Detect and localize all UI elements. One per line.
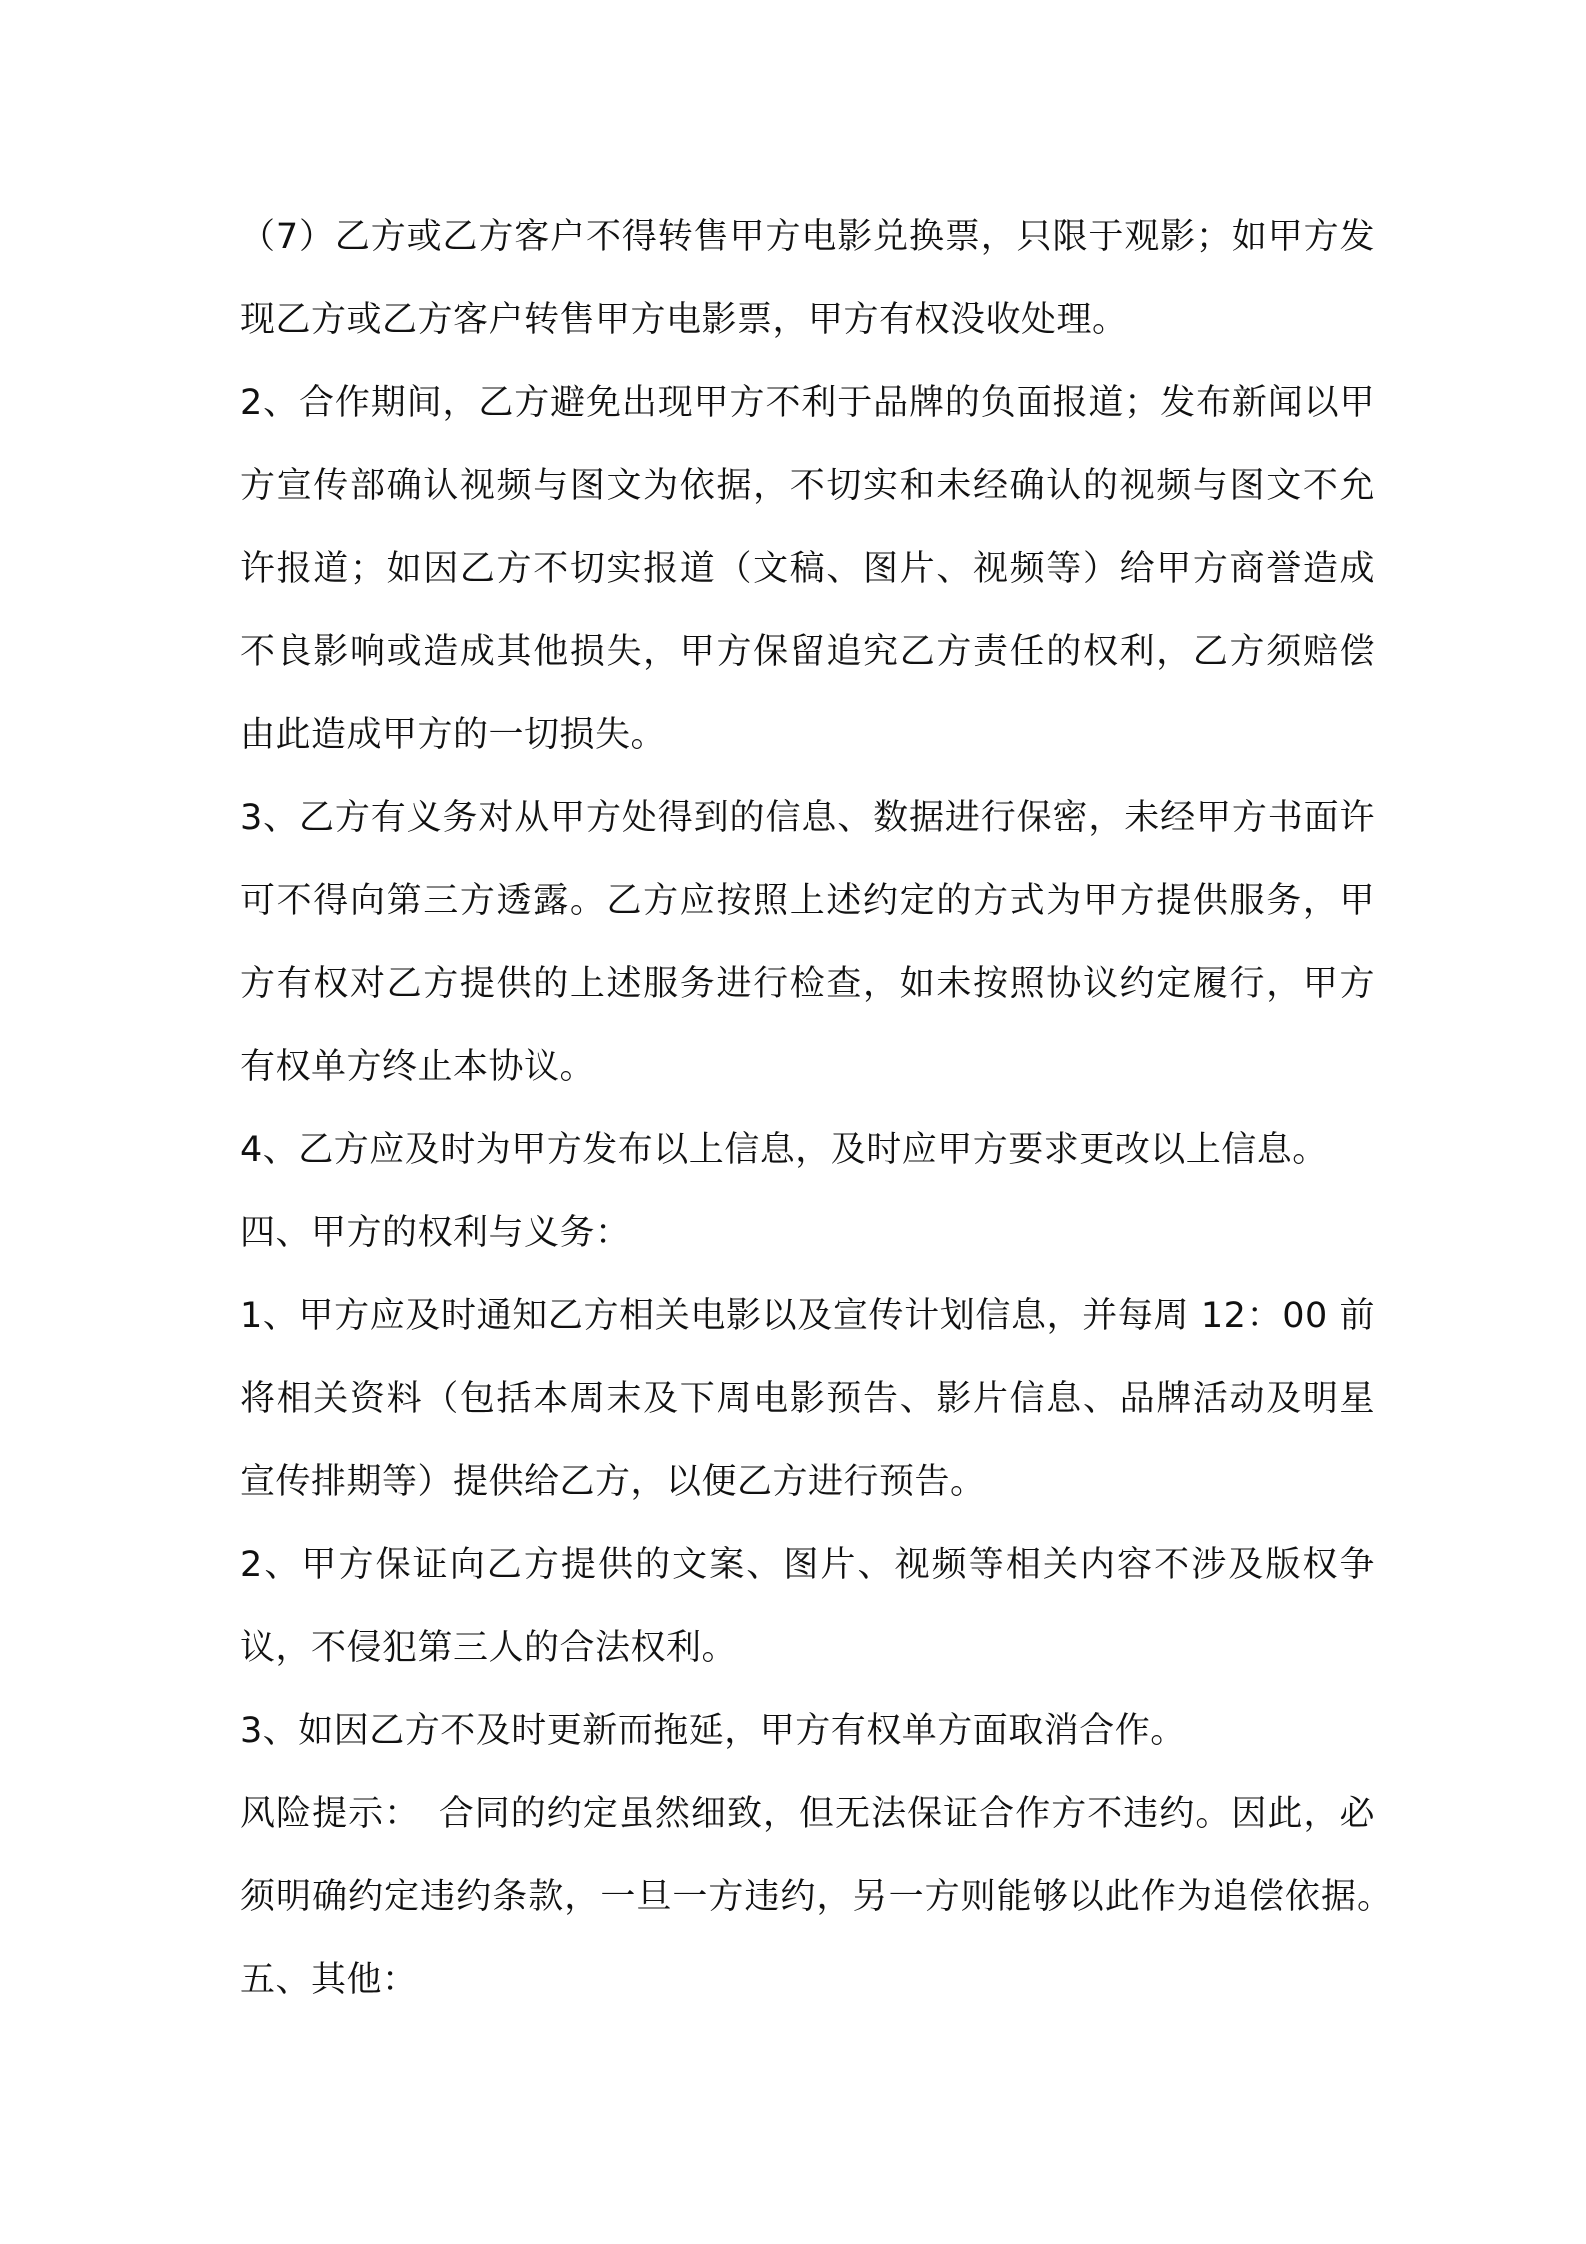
section-heading-party-a: 四、甲方的权利与义务：	[240, 1213, 631, 1253]
paragraph-party-a-item-3: 3、如因乙方不及时更新而拖延，甲方有权单方面取消合作。	[240, 1711, 1186, 1751]
paragraph-item-4-publish: 4、乙方应及时为甲方发布以上信息，及时应甲方要求更改以上信息。	[240, 1130, 1328, 1170]
paragraph-clause-7: （7）乙方或乙方客户不得转售甲方电影兑换票，只限于观影；如甲方发现乙方或乙方客户转售甲方电影票，甲方有权没收处理。	[240, 217, 1375, 340]
paragraph-item-2-news: 2、合作期间，乙方避免出现甲方不利于品牌的负面报道；发布新闻以甲方宣传部确认视频与图文为依据，不切实和未经确认的视频与图文不允许报道；如因乙方不切实报道（文稿、图片、视频等）给甲方商誉造成不良影响或造成其他损失，甲方保留追究乙方责任的权利，乙方须赔偿由此造成甲方的一切损失。	[240, 383, 1375, 755]
paragraph-party-a-item-2: 2、甲方保证向乙方提供的文案、图片、视频等相关内容不涉及版权争议，不侵犯第三人的合法权利。	[240, 1545, 1375, 1668]
paragraph-party-a-item-1: 1、甲方应及时通知乙方相关电影以及宣传计划信息，并每周 12：00 前将相关资料（包括本周末及下周电影预告、影片信息、品牌活动及明星宣传排期等）提供给乙方，以便乙方进行预告。	[240, 1296, 1375, 1502]
paragraph-item-3-confidentiality: 3、乙方有义务对从甲方处得到的信息、数据进行保密，未经甲方书面许可不得向第三方透露。乙方应按照上述约定的方式为甲方提供服务，甲方有权对乙方提供的上述服务进行检查，如未按照协议约定履行，甲方有权单方终止本协议。	[240, 798, 1375, 1087]
paragraph-risk-note: 风险提示： 合同的约定虽然细致，但无法保证合作方不违约。因此，必须明确约定违约条款，一旦一方违约，另一方则能够以此作为追偿依据。 五、其他：	[240, 1794, 1411, 2000]
document-body	[240, 196, 1411, 2022]
